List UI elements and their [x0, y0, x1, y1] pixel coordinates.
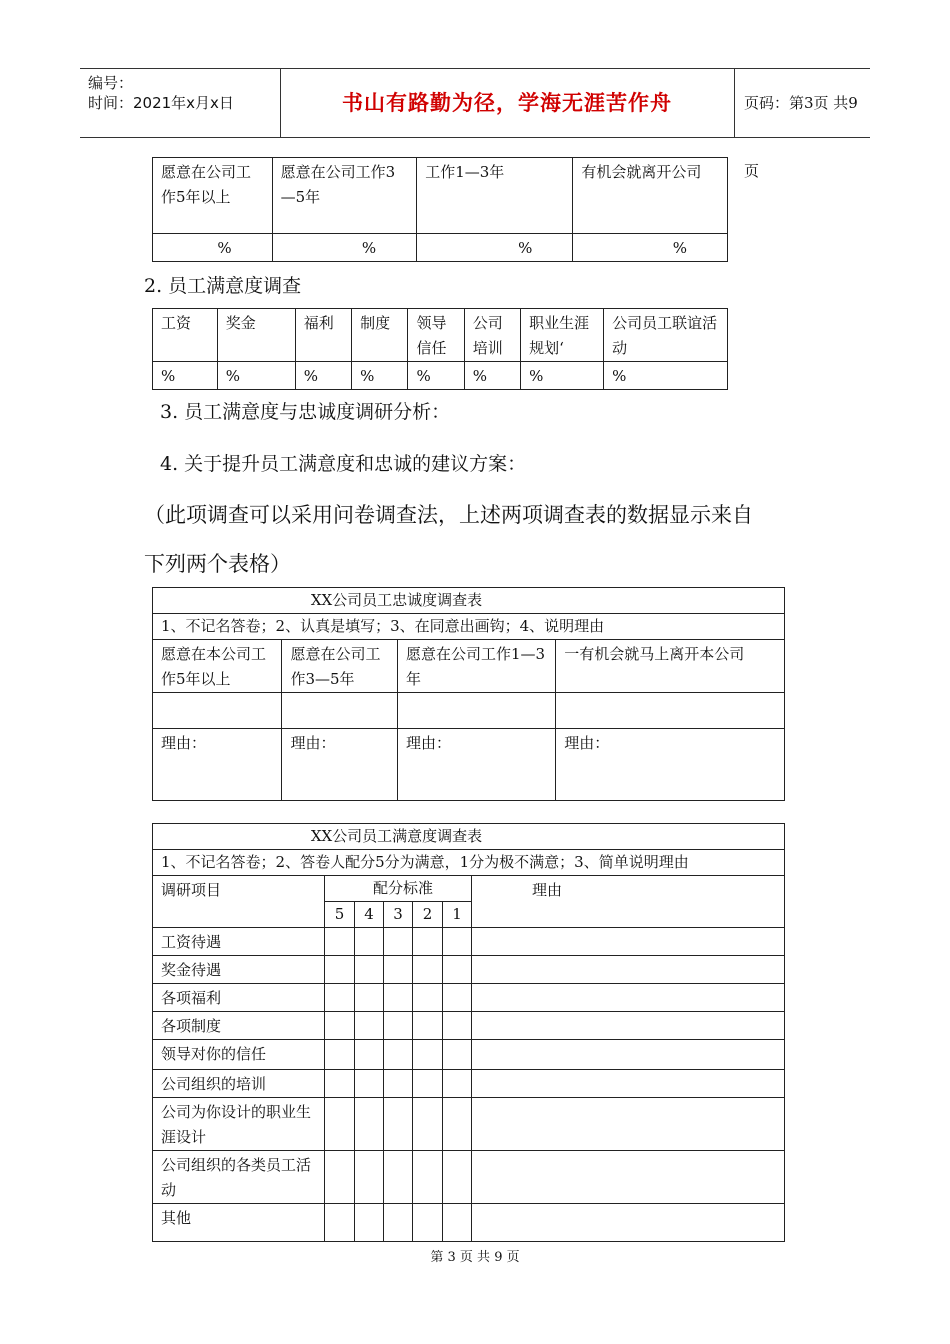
checkmark-cell[interactable] [556, 693, 785, 729]
loyalty-results-table [152, 157, 728, 262]
table-row [153, 1151, 785, 1204]
score-cell[interactable] [384, 1151, 413, 1204]
reason-cell[interactable] [472, 1098, 785, 1151]
score-cell[interactable] [384, 984, 413, 1012]
score-cell[interactable] [443, 1040, 472, 1070]
score-cell[interactable] [443, 984, 472, 1012]
loyalty-option: 愿意在本公司工作5年以上 [153, 640, 282, 693]
note-text: 下列两个表格） [144, 552, 291, 576]
table-cell: 公司员工联谊活动 [604, 309, 728, 362]
score-cell[interactable] [443, 1151, 472, 1204]
note-text: （此项调查可以采用问卷调查法，上述两项调查表的数据显示来自 [144, 503, 753, 527]
loyalty-option: 愿意在公司工作3—5年 [282, 640, 398, 693]
table-cell: % [464, 362, 520, 390]
reason-cell[interactable]: 理由： [397, 729, 555, 801]
table-row [153, 1040, 785, 1070]
score-cell[interactable] [384, 1070, 413, 1098]
score-cell[interactable] [325, 928, 355, 956]
table-cell: 福利 [295, 309, 351, 362]
score-cell[interactable] [325, 1204, 355, 1242]
score-cell[interactable] [443, 1070, 472, 1098]
table-cell: 制度 [352, 309, 408, 362]
table-cell: % [217, 362, 295, 390]
table-cell: % [604, 362, 728, 390]
survey-item: 奖金待遇 [153, 956, 325, 984]
survey-item: 工资待遇 [153, 928, 325, 956]
header-time: 时间：2021年x月x日 [88, 94, 234, 112]
survey-item: 各项制度 [153, 1012, 325, 1040]
survey-item: 公司组织的各类员工活动 [153, 1151, 325, 1204]
score-cell[interactable] [443, 928, 472, 956]
table-cell: 公司培训 [464, 309, 520, 362]
reason-cell[interactable] [472, 984, 785, 1012]
loyalty-survey-form [152, 587, 785, 801]
score-header: 1 [443, 902, 472, 928]
survey-item: 公司为你设计的职业生涯设计 [153, 1098, 325, 1151]
score-cell[interactable] [325, 956, 355, 984]
score-cell[interactable] [325, 1012, 355, 1040]
loyalty-option: 一有机会就马上离开本公司 [556, 640, 785, 693]
form-instructions: 1、不记名答卷；2、答卷人配分5分为满意，1分为极不满意；3、简单说明理由 [153, 850, 785, 876]
score-cell[interactable] [325, 1040, 355, 1070]
score-cell[interactable] [443, 1098, 472, 1151]
reason-cell[interactable] [472, 928, 785, 956]
table-cell: % [153, 234, 273, 262]
score-cell[interactable] [384, 1012, 413, 1040]
table-row [153, 984, 785, 1012]
score-cell[interactable] [413, 1040, 443, 1070]
score-cell[interactable] [355, 1151, 384, 1204]
score-cell[interactable] [413, 928, 443, 956]
score-cell[interactable] [384, 1098, 413, 1151]
table-cell: 工作1—3年 [417, 158, 573, 234]
header-meta [88, 73, 280, 113]
table-row [153, 956, 785, 984]
score-cell[interactable] [325, 984, 355, 1012]
table-cell: 职业生涯规划‘ [521, 309, 604, 362]
score-cell[interactable] [413, 1151, 443, 1204]
header-page-number: 页码：第3页 共9页 [744, 94, 858, 180]
score-cell[interactable] [384, 956, 413, 984]
reason-cell[interactable]: 理由： [556, 729, 785, 801]
survey-item: 各项福利 [153, 984, 325, 1012]
score-header: 2 [413, 902, 443, 928]
header-divider [734, 69, 735, 137]
header-number: 编号： [88, 74, 134, 92]
score-cell[interactable] [384, 1204, 413, 1242]
score-cell[interactable] [325, 1098, 355, 1151]
header-motto: 书山有路勤为径，学海无涯苦作舟 [342, 91, 672, 115]
section-title: 3. 员工满意度与忠诚度调研分析： [160, 401, 451, 423]
section-title: 4. 关于提升员工满意度和忠诚的建议方案： [160, 453, 527, 475]
score-cell[interactable] [413, 1204, 443, 1242]
form-title: XX公司员工忠诚度调查表 [153, 588, 785, 614]
table-row [153, 1098, 785, 1151]
score-cell[interactable] [355, 1098, 384, 1151]
reason-cell[interactable] [472, 1012, 785, 1040]
table-cell: % [417, 234, 573, 262]
score-cell[interactable] [325, 1070, 355, 1098]
table-cell: 领导信任 [408, 309, 464, 362]
satisfaction-survey-form [152, 823, 785, 1242]
reason-cell[interactable] [472, 1040, 785, 1070]
form-title: XX公司员工满意度调查表 [153, 824, 785, 850]
reason-cell[interactable] [472, 956, 785, 984]
survey-item: 其他 [153, 1204, 325, 1242]
checkmark-cell[interactable] [282, 693, 398, 729]
score-cell[interactable] [384, 928, 413, 956]
score-cell[interactable] [355, 1040, 384, 1070]
checkmark-cell[interactable] [153, 693, 282, 729]
table-cell: % [408, 362, 464, 390]
score-cell[interactable] [325, 1151, 355, 1204]
table-cell: 奖金 [217, 309, 295, 362]
table-cell: 愿意在公司工作5年以上 [153, 158, 273, 234]
table-row [153, 1012, 785, 1040]
score-cell[interactable] [355, 928, 384, 956]
col-header-score: 配分标准 [325, 876, 472, 902]
score-cell[interactable] [355, 984, 384, 1012]
section-title: 2. 员工满意度调查 [144, 275, 302, 297]
reason-cell[interactable]: 理由： [153, 729, 282, 801]
survey-item: 公司组织的培训 [153, 1070, 325, 1098]
page-footer: 第 3 页 共 9 页 [430, 1250, 520, 1265]
score-header: 3 [384, 902, 413, 928]
reason-cell[interactable] [472, 1151, 785, 1204]
score-cell[interactable] [355, 1204, 384, 1242]
satisfaction-results-table [152, 308, 728, 390]
table-cell: 工资 [153, 309, 218, 362]
table-row [153, 928, 785, 956]
score-cell[interactable] [443, 956, 472, 984]
col-header-reason: 理由 [472, 876, 785, 928]
table-row [153, 1070, 785, 1098]
table-row [153, 1204, 785, 1242]
score-cell[interactable] [413, 1012, 443, 1040]
score-cell[interactable] [355, 1012, 384, 1040]
score-cell[interactable] [355, 1070, 384, 1098]
reason-cell[interactable]: 理由： [282, 729, 398, 801]
table-cell: % [521, 362, 604, 390]
table-cell: % [295, 362, 351, 390]
score-cell[interactable] [413, 1070, 443, 1098]
score-header: 4 [355, 902, 384, 928]
score-cell[interactable] [413, 956, 443, 984]
table-cell: % [272, 234, 417, 262]
table-cell: % [153, 362, 218, 390]
reason-cell[interactable] [472, 1204, 785, 1242]
checkmark-cell[interactable] [397, 693, 555, 729]
loyalty-option: 愿意在公司工作1—3年 [397, 640, 555, 693]
table-cell: % [352, 362, 408, 390]
score-cell[interactable] [413, 1098, 443, 1151]
table-cell: % [573, 234, 728, 262]
table-cell: 愿意在公司工作3—5年 [272, 158, 417, 234]
score-cell[interactable] [443, 1204, 472, 1242]
survey-item: 领导对你的信任 [153, 1040, 325, 1070]
score-cell[interactable] [443, 1012, 472, 1040]
form-instructions: 1、不记名答卷；2、认真是填写；3、在同意出画钩；4、说明理由 [153, 614, 785, 640]
score-cell[interactable] [384, 1040, 413, 1070]
reason-cell[interactable] [472, 1070, 785, 1098]
score-header: 5 [325, 902, 355, 928]
col-header-item: 调研项目 [153, 876, 325, 928]
score-cell[interactable] [413, 984, 443, 1012]
table-cell: 有机会就离开公司 [573, 158, 728, 234]
score-cell[interactable] [355, 956, 384, 984]
